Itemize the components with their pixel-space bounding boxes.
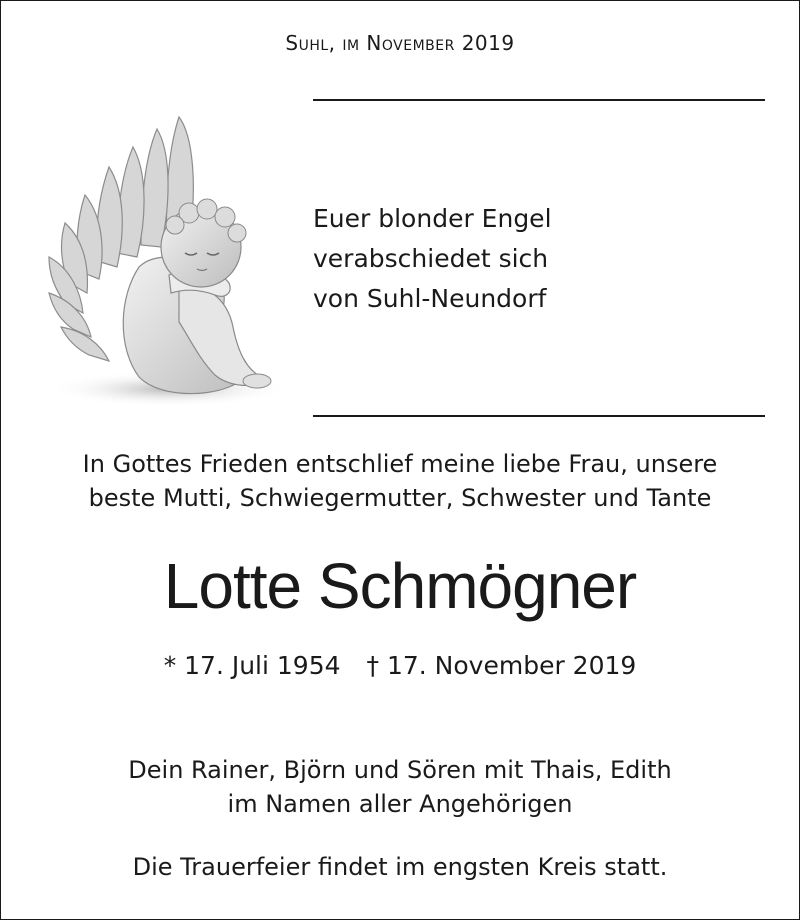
angel-icon <box>29 97 279 417</box>
family-line: Dein Rainer, Björn und Sören mit Thais, Edith <box>128 756 672 784</box>
divider-bottom <box>313 415 765 417</box>
divider-top <box>313 99 765 101</box>
family-line: im Namen aller Angehörigen <box>227 790 573 818</box>
intro-text <box>1 447 799 515</box>
farewell-line: von Suhl-Neundorf <box>313 284 547 313</box>
intro-line: In Gottes Frieden entschlief meine liebe Frau, unsere <box>82 450 718 478</box>
birth-date: * 17. Juli 1954 <box>163 651 341 680</box>
death-date: † 17. November 2019 <box>366 651 637 680</box>
deceased-name: Lotte Schmögner <box>163 550 637 622</box>
farewell-line: verabschiedet sich <box>313 244 549 273</box>
intro-line: beste Mutti, Schwiegermutter, Schwester und Tante <box>88 484 712 512</box>
family-signature <box>1 753 799 821</box>
funeral-notice: Die Trauerfeier findet im engsten Kreis statt. <box>132 853 668 881</box>
farewell-text <box>313 199 753 319</box>
life-dates <box>1 651 799 680</box>
place-date: Suhl, im November 2019 <box>285 31 515 55</box>
farewell-line: Euer blonder Engel <box>313 204 552 233</box>
